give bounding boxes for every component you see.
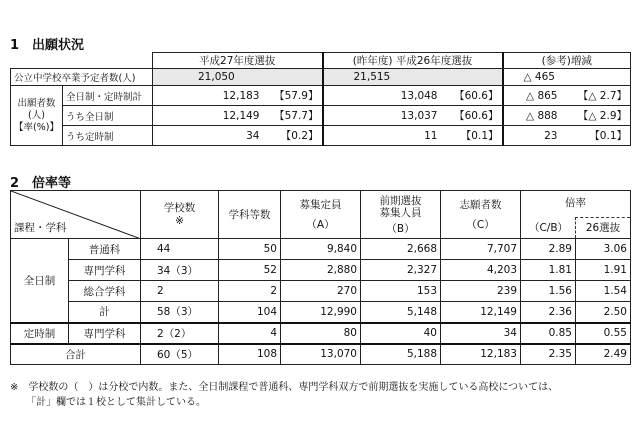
header-capacity: 募集定員 （A） (281, 191, 361, 239)
section1-title: 1 出願状況 (10, 38, 85, 53)
group-teiji: 定時制 (11, 323, 69, 344)
header-early: 前期選抜 募集人員 （B） (361, 191, 441, 239)
grad-label: 公立中学校卒業予定者数(人) (11, 69, 153, 86)
corner-label: 課程・学科 (14, 222, 67, 234)
section2-title: 2 倍率等 (10, 176, 72, 191)
ratio-table: 課程・学科 学校数 ※ 学科等数 募集定員 （A） 前期選抜 募集人員 （B） 志願者数 （C） 倍率 （C/B） 26選抜 全日制 普通科 44 50 9,840 2,668 7,707 2.89 3.06 専門学科 34（3） 52 2,880 2,327 4,203 1.81 1.91 総合学科 2 2 270 153 239 1.56 1.54 計 58（3） 104 12,990 5,148 12,149 2.36 2.50 定時制 専門学科 2（2） 4 80 40 34 0.85 0.55 合計 60（5） 108 13,070 5,188 12,183 2.35 2.49 (10, 190, 631, 365)
header-applicants: 志願者数 （C） (441, 191, 521, 239)
application-status-table: 平成27年度選抜 (昨年度) 平成26年度選抜 (参考)増減 公立中学校卒業予定者数(人) 21,050 21,515 △ 465 出願者数 (人) 【率(%)】 全日制・定時制計 12,183 【57.9】 13,048 【60.6】 △ 865 【△ 2.7】 うち全日制 12,149 【57.7】 13,037 【60.6】 △ 888 【△ 2.9】 うち定時制 34 【0.2】 11 【0.1】 23 【0.1】 (10, 52, 631, 146)
grad-v26: 21,515 (323, 69, 503, 86)
footnote-line-2: 「計」欄では１校として集計している。 (26, 397, 206, 408)
grad-v27: 21,050 (153, 69, 323, 86)
row-sub-label: 総合学科 (69, 281, 141, 302)
row-sub-label: 専門学科 (69, 260, 141, 281)
header-h26: (昨年度) 平成26年度選抜 (323, 53, 503, 69)
header-schools: 学校数 ※ (141, 191, 219, 239)
grad-diff: △ 465 (503, 69, 631, 86)
total-label: 合計 (11, 344, 141, 365)
group-zennichi: 全日制 (11, 239, 69, 323)
row-label: うち全日制 (63, 106, 153, 126)
row-sub-label: 普通科 (69, 239, 141, 260)
row-label: 全日制・定時制計 (63, 86, 153, 106)
footnote-line-1: ※ 学校数の（ ）は分校で内数。また、全日制課程で普通科、専門学科双方で前期選抜を実施している高校については、 (10, 382, 559, 393)
header-departments: 学科等数 (219, 191, 281, 239)
header-diff: (参考)増減 (503, 53, 631, 69)
applicants-group-label: 出願者数 (人) 【率(%)】 (11, 86, 63, 146)
header-ratio: 倍率 （C/B） 26選抜 (521, 191, 631, 239)
corner-cell (11, 191, 141, 239)
row-sub-label: 計 (69, 302, 141, 323)
row-sub-label: 専門学科 (69, 323, 141, 344)
row-label: うち定時制 (63, 126, 153, 146)
header-h27: 平成27年度選抜 (153, 53, 323, 69)
